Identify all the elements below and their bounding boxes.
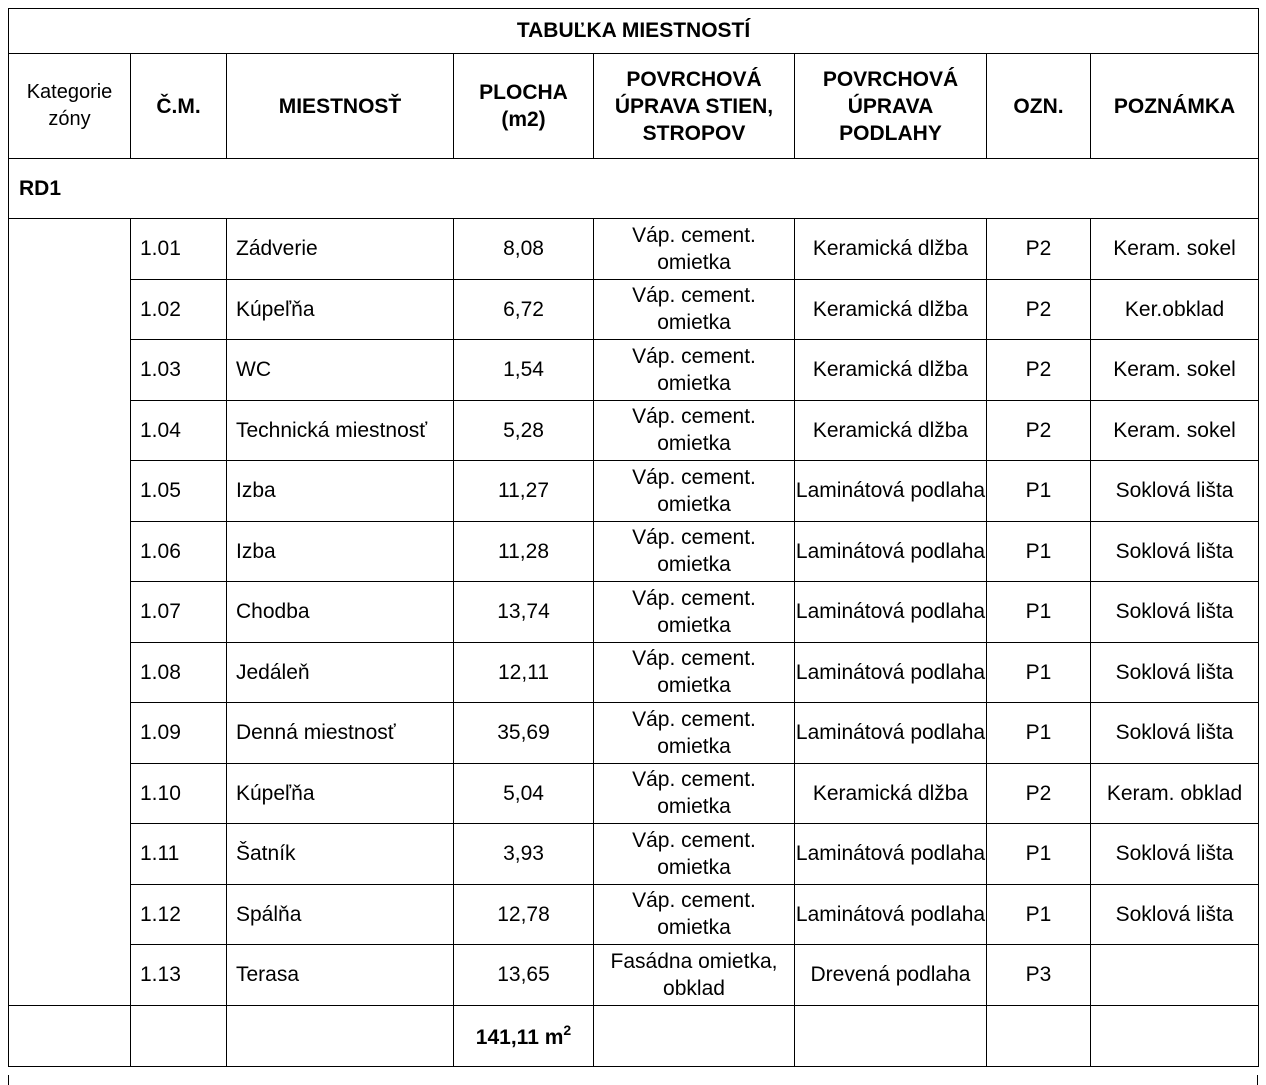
room-area: 5,28 [454,400,594,461]
finish-mark: P2 [987,763,1091,824]
total-area [454,1005,594,1066]
wall-finish: Váp. cement. omietka [594,461,795,522]
table-row [9,279,1259,340]
wall-finish: Váp. cement. omietka [594,582,795,643]
wall-finish: Váp. cement. omietka [594,763,795,824]
floor-finish: Laminátová podlaha [795,461,987,522]
finish-mark: P1 [987,582,1091,643]
room-name: Terasa [227,945,454,1006]
room-name: Izba [227,521,454,582]
room-note: Keram. sokel [1091,340,1259,401]
table-title: TABUĽKA MIESTNOSTÍ [9,9,1259,54]
room-name: WC [227,340,454,401]
finish-mark: P3 [987,945,1091,1006]
floor-finish: Keramická dlžba [795,279,987,340]
finish-mark: P2 [987,279,1091,340]
table-row [9,521,1259,582]
floor-finish: Laminátová podlaha [795,824,987,885]
wall-finish: Váp. cement. omietka [594,279,795,340]
floor-finish: Laminátová podlaha [795,642,987,703]
floor-finish: Drevená podlaha [795,945,987,1006]
finish-mark: P1 [987,461,1091,522]
room-number: 1.01 [131,219,227,280]
header-row [9,54,1259,159]
room-area: 11,28 [454,521,594,582]
wall-finish: Váp. cement. omietka [594,400,795,461]
table-row [9,884,1259,945]
finish-mark: P1 [987,642,1091,703]
total-empty-num [131,1005,227,1066]
room-area: 8,08 [454,219,594,280]
room-area: 1,54 [454,340,594,401]
finish-mark: P2 [987,219,1091,280]
table-row [9,945,1259,1006]
room-number: 1.09 [131,703,227,764]
wall-finish: Váp. cement. omietka [594,884,795,945]
table-row [9,703,1259,764]
wall-finish: Váp. cement. omietka [594,521,795,582]
wall-finish: Váp. cement. omietka [594,340,795,401]
table-row [9,824,1259,885]
room-number: 1.06 [131,521,227,582]
table-row [9,461,1259,522]
room-number: 1.13 [131,945,227,1006]
header-floor-finish: POVRCHOVÁ ÚPRAVA PODLAHY [795,54,987,159]
table-continuation [8,1075,1258,1085]
header-room-number: Č.M. [131,54,227,159]
wall-finish: Váp. cement. omietka [594,219,795,280]
header-area: PLOCHA (m2) [454,54,594,159]
floor-finish: Keramická dlžba [795,340,987,401]
room-area: 6,72 [454,279,594,340]
room-name: Šatník [227,824,454,885]
finish-mark: P2 [987,340,1091,401]
header-note: POZNÁMKA [1091,54,1259,159]
total-empty-wall [594,1005,795,1066]
room-name: Jedáleň [227,642,454,703]
wall-finish: Váp. cement. omietka [594,642,795,703]
room-area: 5,04 [454,763,594,824]
room-number: 1.10 [131,763,227,824]
room-area: 35,69 [454,703,594,764]
room-number: 1.04 [131,400,227,461]
room-number: 1.05 [131,461,227,522]
room-name: Zádverie [227,219,454,280]
room-area: 11,27 [454,461,594,522]
room-area: 12,78 [454,884,594,945]
total-empty-zone [9,1005,131,1066]
room-note: Ker.obklad [1091,279,1259,340]
room-table-sheet [8,8,1258,1067]
finish-mark: P1 [987,824,1091,885]
table-row [9,642,1259,703]
table-row [9,763,1259,824]
room-note: Soklová lišta [1091,824,1259,885]
wall-finish: Váp. cement. omietka [594,703,795,764]
floor-finish: Laminátová podlaha [795,884,987,945]
table-row [9,340,1259,401]
group-label: RD1 [9,159,1259,219]
floor-finish: Keramická dlžba [795,763,987,824]
total-empty-room [227,1005,454,1066]
table-row [9,582,1259,643]
room-area: 3,93 [454,824,594,885]
room-name: Chodba [227,582,454,643]
room-area: 12,11 [454,642,594,703]
total-area-exponent: 2 [563,1021,572,1038]
floor-finish: Laminátová podlaha [795,582,987,643]
room-number: 1.08 [131,642,227,703]
room-number: 1.02 [131,279,227,340]
room-table [8,8,1259,1067]
floor-finish: Laminátová podlaha [795,703,987,764]
floor-finish: Keramická dlžba [795,219,987,280]
wall-finish: Váp. cement. omietka [594,824,795,885]
room-note: Soklová lišta [1091,884,1259,945]
room-number: 1.11 [131,824,227,885]
finish-mark: P1 [987,703,1091,764]
room-note: Soklová lišta [1091,642,1259,703]
total-empty-mark [987,1005,1091,1066]
finish-mark: P2 [987,400,1091,461]
room-name: Spálňa [227,884,454,945]
floor-finish: Laminátová podlaha [795,521,987,582]
room-note: Keram. sokel [1091,219,1259,280]
room-area: 13,74 [454,582,594,643]
room-note: Soklová lišta [1091,521,1259,582]
room-note: Soklová lišta [1091,461,1259,522]
wall-finish: Fasádna omietka, obklad [594,945,795,1006]
finish-mark: P1 [987,884,1091,945]
header-mark: OZN. [987,54,1091,159]
room-number: 1.07 [131,582,227,643]
room-area: 13,65 [454,945,594,1006]
total-area-value: 141,11 m [475,1025,564,1049]
table-row [9,219,1259,280]
total-empty-floor [795,1005,987,1066]
room-name: Technická miestnosť [227,400,454,461]
floor-finish: Keramická dlžba [795,400,987,461]
total-empty-note [1091,1005,1259,1066]
room-name: Kúpeľňa [227,279,454,340]
total-row [9,1005,1259,1066]
header-zone: Kategorie zóny [9,54,131,159]
header-wall-finish: POVRCHOVÁ ÚPRAVA STIEN, STROPOV [594,54,795,159]
table-row [9,400,1259,461]
room-number: 1.12 [131,884,227,945]
room-note: Keram. sokel [1091,400,1259,461]
room-number: 1.03 [131,340,227,401]
finish-mark: P1 [987,521,1091,582]
room-name: Denná miestnosť [227,703,454,764]
room-note: Keram. obklad [1091,763,1259,824]
header-room: MIESTNOSŤ [227,54,454,159]
room-name: Kúpeľňa [227,763,454,824]
room-note [1091,945,1259,1006]
room-name: Izba [227,461,454,522]
zone-category-cell [9,219,131,1006]
room-note: Soklová lišta [1091,582,1259,643]
room-note: Soklová lišta [1091,703,1259,764]
